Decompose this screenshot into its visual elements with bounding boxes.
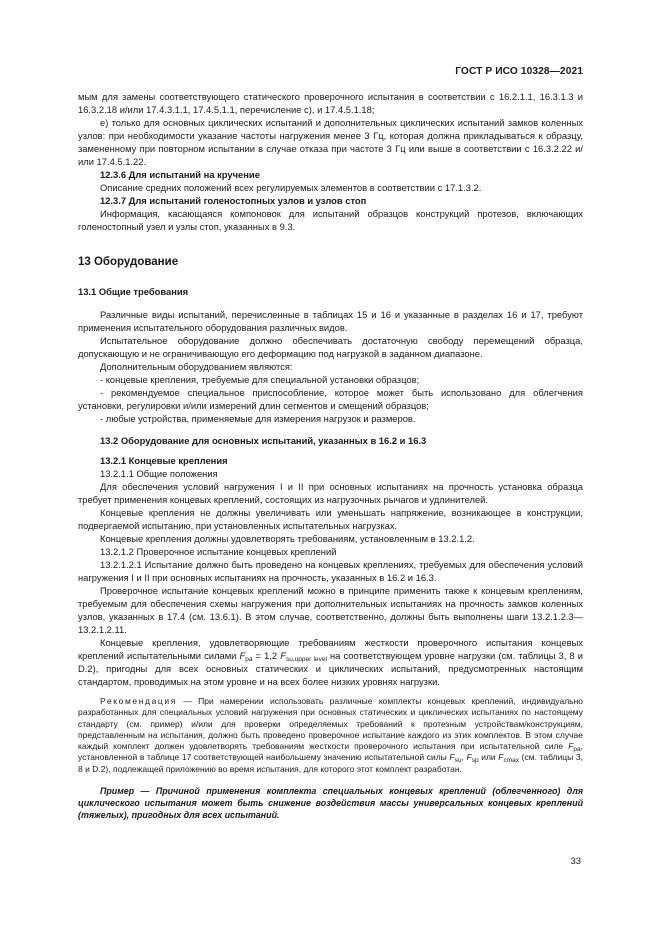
subsection-heading-13-2-1-1: 13.2.1.1 Общие положения	[100, 468, 218, 479]
list-item: - рекомендуемое специальное приспособление, которое может быть использовано для облегчения установки, регулировки и/или измерений длин сегментов и смещений образцов;	[78, 387, 583, 411]
paragraph: Информация, касающаяся компоновок для испытаний образцов конструкций протезов, включающих голеностопный узел и узлы стоп, указанных в 9.3.	[78, 208, 583, 232]
document-body	[78, 90, 583, 821]
paragraph: Описание средних положений всех регулируемых элементов в соответствии с 17.1.3.2.	[100, 182, 482, 193]
subsection-heading-13-2-1-2: 13.2.1.2 Проверочное испытание концевых креплений	[100, 546, 337, 557]
paragraph: Для обеспечения условий нагружения I и II при основных испытаниях на прочность установка образца требует применения концевых креплений, состоящих из нагрузочных рычагов и удлинителей.	[78, 481, 583, 505]
paragraph-with-formula: Концевые крепления, удовлетворяющие требованиям жесткости проверочного испытания концевых креплений испытательными силами $F_{pa} = 1,2$ $F_{su,upper level}$ на соответствующем уровне нагрузки (см. таблицы 3, 8 и D.2), пригодны для всех основных статических и циклических испытаний, предусмотренных настоящим стандартом, проводимых на этом уровне и на всех более низких уровнях нагрузки.	[78, 637, 583, 687]
paragraph: Проверочное испытание концевых креплений можно в принципе применить также к концевым креплениям, требуемым для обеспечения схемы нагружения при дополнительных испытаниях на прочность замков коленных узлов, указанных в 17.4 (см. 13.6.1). В этом случае, соответственно, должны быть выполнены шаги 13.2.1.2.3—13.2.1.2.11.	[78, 585, 583, 635]
paragraph: Испытательное оборудование должно обеспечивать достаточную свободу перемещений образца, допускающую и не ограничивающую его деформацию под нагрузкой в заданном диапазоне.	[78, 335, 583, 359]
paragraph: Различные виды испытаний, перечисленные в таблицах 15 и 16 и указанные в разделах 16 и 17, требуют применения испытательного оборудования различных видов.	[78, 309, 583, 333]
paragraph: 13.2.1.2.1 Испытание должно быть проведено на концевых креплениях, требуемых для обеспечения условий нагружения I и II при основных испытаниях на прочность, указанных в 16.2 и 16.3.	[78, 559, 583, 583]
paragraph: Концевые крепления не должны увеличивать или уменьшать напряжение, возникающее в конструкции, подвергаемой испытанию, при установленных испытательных нагрузках.	[78, 507, 583, 531]
recommendation-note: Рекомендация — При намерении использовать различные комплекты концевых креплений, индивидуально разработанных для специальных условий нагружения при основных статических и циклических испытаниях по настоящему стандарту (см. пример) и/или для проверки определяемых требований к протезным устройствам/конструкциям, представленным на испытания, должно быть проведено проверочное испытание каждого из этих комплектов. В этом случае каждый комплект должен удовлетворять требованиям жесткости проверочного испытания при испытательной силе $F_{pa}$, установленной в таблице 17 соответствующей наибольшему значению испытательной силы $F_{su}$, $F_{sp}$ или $F_{cmax}$ (см. таблицы 3, 8 и D.2), подлежащей приложению во время испытания, для которого этот комплект разработан.	[78, 696, 583, 774]
paragraph: Дополнительным оборудованием являются:	[100, 361, 293, 372]
list-item: - любые устройства, применяемые для измерения нагрузок и размеров.	[100, 413, 416, 424]
subsection-heading-12-3-6: 12.3.6 Для испытаний на кручение	[100, 169, 260, 180]
list-item: - концевые крепления, требуемые для специальной установки образцов;	[100, 374, 420, 385]
subsection-heading-12-3-7: 12.3.7 Для испытаний голеностопных узлов и узлов стоп	[100, 195, 367, 206]
subsection-heading-13-2: 13.2 Оборудование для основных испытаний, указанных в 16.2 и 16.3	[100, 435, 427, 446]
paragraph: Концевые крепления должны удовлетворять требованиям, установленным в 13.2.1.2.	[100, 533, 475, 544]
page-number: 33	[570, 855, 581, 866]
paragraph-continuation: мым для замены соответствующего статического проверочного испытания в соответствии с 16.2.1.1, 16.3.1.3 и 16.3.2.18 и/или 17.4.3.1.1, 17.4.5.1.1, перечисление с), и 17.4.5.1.18;	[78, 91, 583, 115]
example-paragraph: Пример — Причиной применения комплекта специальных концевых креплений (облегченного) для циклического испытания может быть снижение воздействия массы универсальных концевых креплений (тяжелых), пригодных для всех испытаний.	[78, 786, 583, 821]
section-heading-13: 13 Оборудование	[78, 256, 179, 268]
subsection-heading-13-1: 13.1 Общие требования	[78, 286, 189, 297]
note-label: Рекомендация	[100, 696, 177, 706]
document-header: ГОСТ Р ИСО 10328—2021	[455, 66, 583, 77]
subsection-heading-13-2-1: 13.2.1 Концевые крепления	[100, 455, 228, 466]
formula-symbol: F	[280, 650, 286, 661]
list-item-e: е) только для основных циклических испытаний и дополнительных циклических испытаний замков коленных узлов: при необходимости указание частоты нагружения менее 3 Гц, которая должна прикладываться к образцу, замененному при повторном испытании в случае отказа при частоте 3 Гц или выше в соответствии с 16.3.2.22 и/или 17.4.5.1.22.	[78, 117, 583, 167]
formula-symbol: F	[239, 650, 246, 661]
